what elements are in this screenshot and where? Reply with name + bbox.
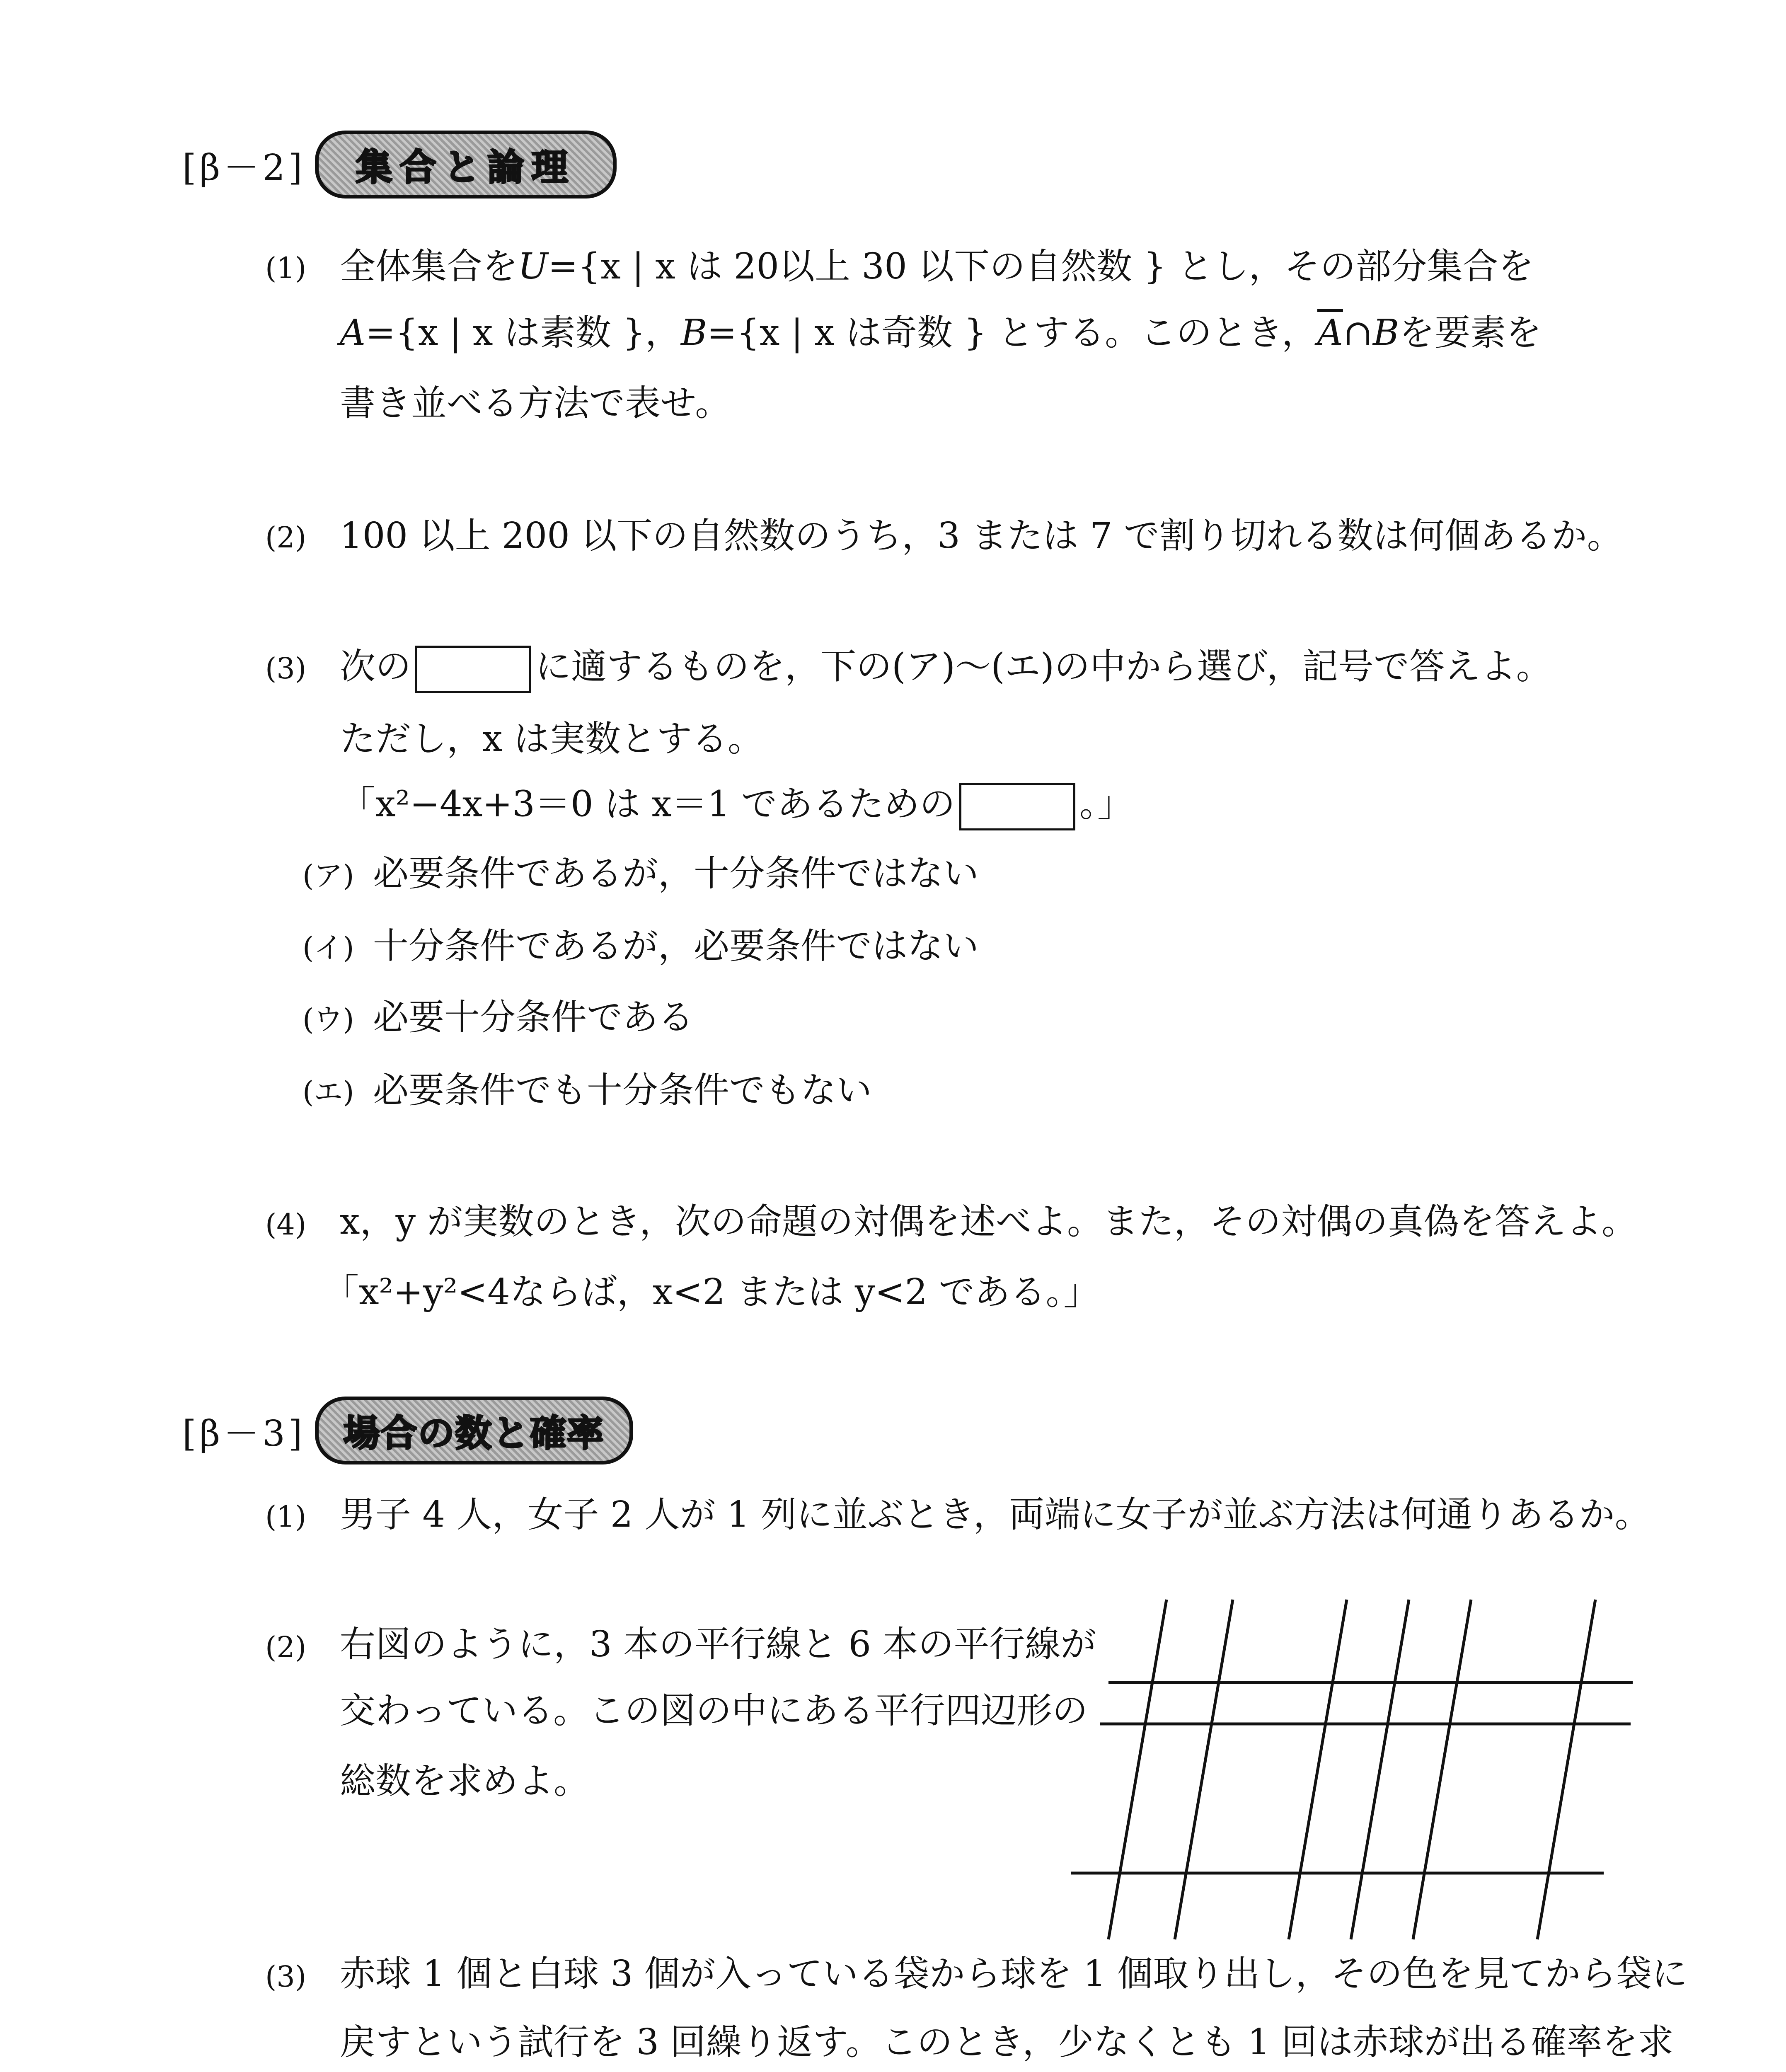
s2-q1-l2a: A xyxy=(340,312,366,353)
s2-q1-l1a: 全体集合を xyxy=(340,246,518,287)
section-3-code: [β－3] xyxy=(182,1413,306,1455)
s2-q3-option-text: 必要条件でも十分条件でもない xyxy=(373,1070,872,1111)
s3-q2-number: (2) xyxy=(265,1630,307,1664)
s2-q4-number: (4) xyxy=(265,1208,307,1242)
s3-q3-line1: 赤球 1 個と白球 3 個が入っている袋から球を 1 個取り出し，その色を見てから袋に xyxy=(340,1953,1688,1995)
section-2-title: 集合と論理 xyxy=(315,131,617,198)
s3-q1-number: (1) xyxy=(265,1500,307,1534)
section-3-title: 場合の数と確率 xyxy=(315,1397,633,1464)
s2-q3-option-text: 必要十分条件である xyxy=(373,997,694,1038)
slanted-line xyxy=(1175,1600,1233,1939)
s2-q1-l2b: ={x | x は素数 }， xyxy=(365,312,681,353)
s2-q1-l2g: B xyxy=(1373,312,1399,353)
section-3-header xyxy=(182,1397,633,1464)
s3-q3-line2: 戻すという試行を 3 回繰り返す。このとき，少なくとも 1 回は赤球が出る確率を求 xyxy=(340,2021,1674,2063)
s3-q1-text: 男子 4 人，女子 2 人が 1 列に並ぶとき，両端に女子が並ぶ方法は何通りあるか。 xyxy=(340,1494,1650,1535)
s2-q3-line1 xyxy=(340,646,1552,693)
s2-q4-line1: x，y が実数のとき，次の命題の対偶を述べよ。また，その対偶の真偽を答えよ。 xyxy=(340,1201,1637,1242)
answer-blank xyxy=(959,783,1075,830)
s2-q2-number: (2) xyxy=(265,520,307,554)
parallel-lines-figure xyxy=(1061,1591,1641,1956)
s2-q1-l1b: U xyxy=(518,246,548,287)
s2-q3-number: (3) xyxy=(265,651,307,685)
s2-q1-line1 xyxy=(340,246,1534,287)
slanted-line xyxy=(1351,1600,1409,1939)
slanted-line xyxy=(1289,1600,1347,1939)
s2-q3-option-text: 十分条件であるが，必要条件ではない xyxy=(373,925,979,967)
section-2-code: [β－2] xyxy=(182,147,306,189)
s2-q1-line3: 書き並べる方法で表せ。 xyxy=(340,382,731,424)
s2-q3-option-text: 必要条件であるが，十分条件ではない xyxy=(373,853,979,894)
s2-q1-l2e: $\overline{A}$ xyxy=(1317,312,1343,353)
answer-blank xyxy=(415,646,531,693)
s2-q1-l2f: ∩ xyxy=(1343,312,1373,353)
s2-q3-l1b: に適するものを，下の(ア)〜(エ)の中から選び，記号で答えよ。 xyxy=(535,646,1552,687)
s2-q1-l2d: ={x | x は奇数 } とする。このとき， xyxy=(707,312,1317,353)
s2-q3-line3 xyxy=(340,783,1133,830)
slanted-line xyxy=(1537,1600,1595,1939)
s2-q3-l1a: 次の xyxy=(340,646,411,687)
s2-q1-l1c: ={x | x は 20以上 30 以下の自然数 } とし，その部分集合を xyxy=(548,246,1534,287)
slanted-line xyxy=(1108,1600,1166,1939)
s2-q3-option-label: (ア) xyxy=(303,859,354,893)
s2-q3-l3b: 。」 xyxy=(1079,783,1133,825)
s2-q3-l3a: 「x²−4x+3＝0 は x＝1 であるための xyxy=(340,783,955,825)
s3-q2-line3: 総数を求めよ。 xyxy=(340,1760,589,1802)
s2-q1-l2h: を要素を xyxy=(1399,312,1542,353)
s2-q3-line2: ただし，x は実数とする。 xyxy=(340,718,763,760)
s3-q2-line2: 交わっている。この図の中にある平行四辺形の xyxy=(340,1690,1088,1731)
s2-q1-l2c: B xyxy=(680,312,707,353)
s3-q3-number: (3) xyxy=(265,1960,307,1994)
slanted-line xyxy=(1413,1600,1471,1939)
s2-q1-line2 xyxy=(340,312,1542,353)
s2-q3-option-label: (イ) xyxy=(303,931,354,965)
s2-q3-option-label: (エ) xyxy=(303,1075,354,1109)
s3-q2-line1: 右図のように，3 本の平行線と 6 本の平行線が xyxy=(340,1624,1096,1665)
s2-q4-line2: 「x²+y²<4ならば，x<2 または y<2 である。」 xyxy=(323,1271,1099,1313)
s2-q1-number: (1) xyxy=(265,251,307,285)
s2-q3-option-label: (ウ) xyxy=(303,1002,354,1036)
s2-q2-text: 100 以上 200 以下の自然数のうち，3 または 7 で割り切れる数は何個あるか。 xyxy=(340,515,1623,557)
section-2-header xyxy=(182,131,617,198)
